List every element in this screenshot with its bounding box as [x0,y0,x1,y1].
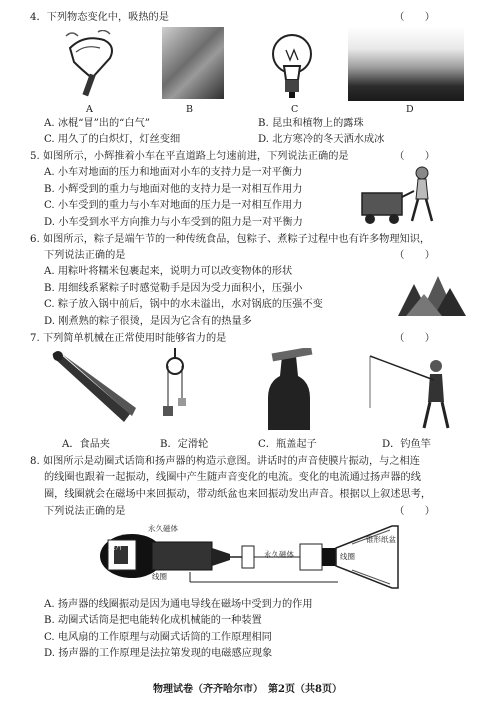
insect-dew-picture [162,27,224,99]
food-tongs-picture [48,350,138,430]
q4-stem: 4．下列物态变化中，吸热的是 [30,12,169,23]
q5-stem: 5. 如图所示，小辉推着小车在平直道路上匀速前进，下列说法正确的是 [30,151,349,162]
q8-stem-2: 的线圈也跟着一起振动，线圈中产生随声音变化的电流。变化的电流通过扬声器的线 [44,472,421,483]
q6-option-c: C. 粽子放入锅中前后，锅中的水未溢出，水对锅底的压强不变 [44,299,323,310]
q5-paren: （ ） [394,151,435,162]
page-footer: 物理试卷（齐齐哈尔市） 第2页（共8页） [153,684,342,695]
frozen-water-picture [348,27,464,101]
diagram-label-cone: 锥形纸盆 [366,535,396,544]
q8-option-a: A. 扬声器的线圈振动是因为通电导线在磁场中受到力的作用 [44,599,313,610]
q4-option-d: D. 北方寒冷的冬天洒水成冰 [258,134,385,145]
q4-option-c: C. 用久了的白炽灯，灯丝变细 [44,134,181,145]
q4-label-a: A [86,104,93,115]
diagram-label-magnet-right: 永久磁体 [264,550,294,559]
q8-option-b: B. 动圈式话筒是把电能转化成机械能的一种装置 [44,615,262,626]
boy-pushing-cart-picture [358,163,442,227]
q7-stem: 7. 下列简单机械在正常使用时能够省力的是 [30,333,227,344]
q4-label-d: D [406,104,414,115]
q8-option-c: C. 电风扇的工作原理与动圈式话筒的工作原理相同 [44,632,272,643]
popsicle-picture [62,30,122,100]
q6-option-d: D. 刚煮熟的粽子很烫，是因为它含有的热量多 [44,316,252,327]
q4-option-b: B. 昆虫和植物上的露珠 [258,118,364,129]
q6-option-a: A. 用粽叶将糯米包裹起来，说明力可以改变物体的形状 [44,266,293,277]
q8-stem-1: 8. 如图所示是动圈式话筒和扬声器的构造示意图。讲话时的声音使膜片振动，与之相连 [30,456,420,467]
q6-stem-2: 下列说法正确的是 [44,250,126,261]
diagram-label-diaphragm: 膜片 [108,542,123,551]
q5-option-d: D. 小车受到水平方向推力与小车受到的阻力是一对平衡力 [44,217,303,228]
q4-paren: （ ） [394,12,435,23]
q8-stem-3: 圈，线圈就会在磁场中来回振动，带动纸盆也来回振动发出声音。根据以上叙述思考， [44,489,432,500]
q5-option-c: C. 小车受到的重力与小车对地面的压力是一对相互作用力 [44,200,303,211]
q6-stem: 6. 如图所示，粽子是端午节的一种传统食品，包粽子、煮粽子过程中也有许多物理知识， [30,234,431,245]
fixed-pulley-picture [160,348,190,428]
q4-label-c: C [291,104,299,115]
q8-option-d: D. 扬声器的工作原理是法拉第发现的电磁感应现象 [44,648,273,659]
diagram-label-coil-right: 线圈 [340,552,355,561]
lightbulb-picture [270,28,314,102]
fishing-rod-picture [366,348,466,430]
zongzi-picture [394,266,468,320]
q7-label-a: A．食品夹 [62,439,111,450]
q8-paren: （ ） [394,506,435,517]
q5-option-b: B. 小辉受到的重力与地面对他的支持力是一对相互作用力 [44,184,303,195]
q4-option-a: A. 冰棍“冒”出的“白气” [44,118,150,129]
microphone-speaker-diagram [92,520,412,590]
q6-paren: （ ） [394,250,435,261]
q7-label-c: C．瓶盖起子 [258,439,317,450]
diagram-label-coil-left: 线圈 [152,572,167,581]
q6-option-b: B. 用细线系紧粽子时感觉勒手是因为受力面积小，压强小 [44,283,303,294]
q7-label-b: B．定滑轮 [160,439,209,450]
bottle-opener-picture [254,348,324,430]
diagram-label-magnet-top: 永久磁体 [148,524,178,533]
q5-option-a: A. 小车对地面的压力和地面对小车的支持力是一对平衡力 [44,167,303,178]
q7-paren: （ ） [394,333,435,344]
q7-label-d: D．钓鱼竿 [382,439,431,450]
q4-label-b: B [186,104,193,115]
q8-stem-4: 下列说法正确的是 [44,506,126,517]
